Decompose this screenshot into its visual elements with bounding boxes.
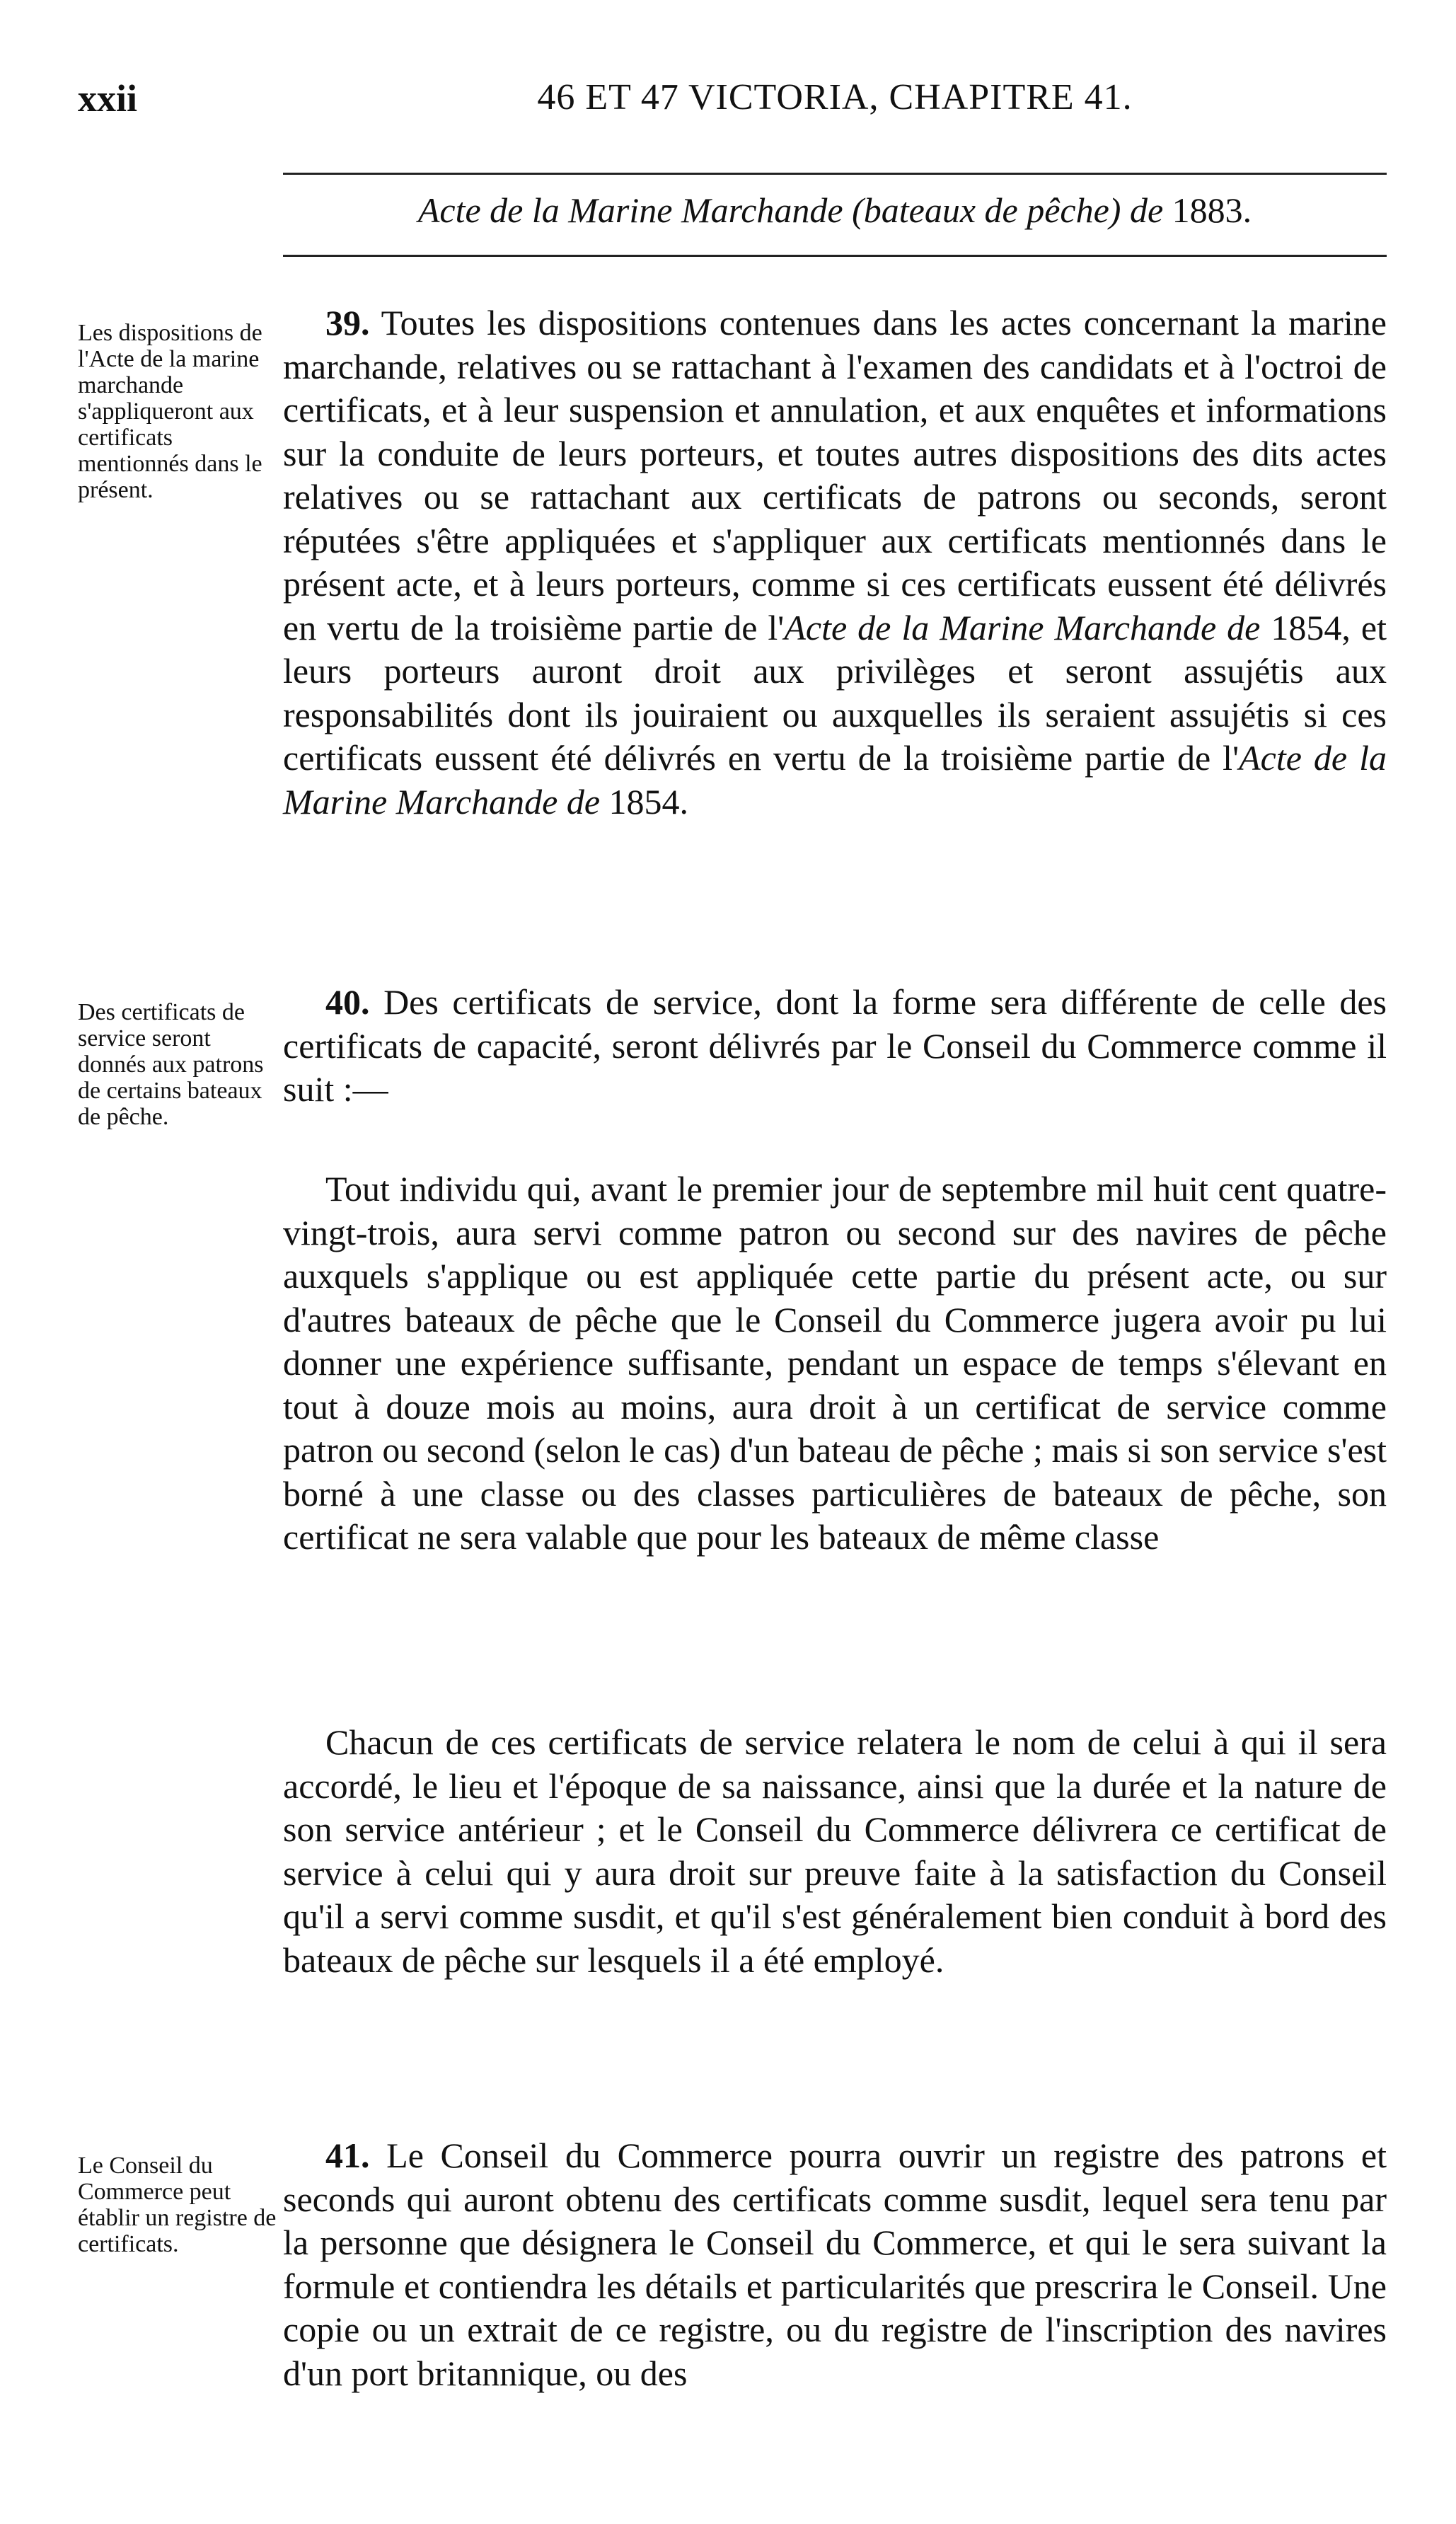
section-40-paragraph-2: Tout individu qui, avant le premier jour de septembre mil huit cent quatre-vingt-trois, aura servi comme patron ou second sur des navires de pêche auxquels s'applique ou est appliquée cette partie du présent acte, ou sur d'autres bateaux de pêche que le Conseil du Commerce jugera avoir pu lui donner une expérience suffisante, pendant un espace de temps s'élevant en tout à douze mois au moins, aura droit à un certificat de service comme patron ou second (selon le cas) d'un bateau de pêche ; mais si son service s'est borné à une classe ou des classes particulières de bateaux de pêche, son certificat ne sera valable que pour les bateaux de même classe [283, 1169, 1387, 1557]
section-39-text-b: 1854, et leurs porteurs auront droit aux privilèges et seront assujétis aux responsabilités dont ils jouiraient ou auxquelles ils seraient assujétis si ces certificats eussent été délivrés en vertu de la troisième partie de l' [283, 607, 1387, 778]
margin-note-39: Les dispositions de l'Acte de la marine marchande s'appliqueront aux certificats mentionnés dans le présent. [78, 320, 262, 503]
section-40-paragraph-3: Chacun de ces certificats de service relatera le nom de celui à qui il sera accordé, le lieu et l'époque de sa naissance, ainsi que la durée et la nature de son service antérieur ; et le Conseil du Commerce délivrera ce certificat de service à celui qui y aura droit sur preuve faite à la satisfaction du Conseil qu'il a servi comme susdit, et qu'il s'est généralement bien conduit à bord des bateaux de pêche sur lesquels il a été employé. [283, 1722, 1387, 1980]
margin-note-41: Le Conseil du Commerce peut établir un registre de certificats. [78, 2153, 277, 2257]
section-41-number: 41. [325, 2136, 370, 2175]
page-header [0, 76, 1456, 140]
running-title: 46 ET 47 VICTORIA, CHAPITRE 41. [537, 77, 1133, 117]
header-rule-bottom [283, 255, 1387, 257]
section-40-text: Des certificats de service, dont la forme sera différente de celle des certificats de capacité, seront délivrés par le Conseil du Commerce comme il suit :— [283, 982, 1387, 1109]
page-number: xxii [78, 77, 138, 120]
section-40 [283, 981, 1387, 1112]
header-rule-top [283, 173, 1387, 175]
section-41 [283, 2134, 1387, 2395]
section-39-number: 39. [325, 303, 370, 342]
act-title-year: 1883. [1172, 190, 1252, 230]
margin-note-40: Des certificats de service seront donnés aux patrons de certains bateaux de pêche. [78, 999, 264, 1130]
section-41-text: Le Conseil du Commerce pourra ouvrir un registre des patrons et seconds qui auront obtenu des certificats comme susdit, lequel sera tenu par la personne que désignera le Conseil du Commerce, et qui le sera suivant la formule et contiendra les détails et particularités que prescrira le Conseil. Une copie ou un extrait de ce registre, ou du registre de l'inscription des navires d'un port britannique, ou des [283, 2136, 1387, 2393]
section-39-text-a: Toutes les dispositions contenues dans les actes concernant la marine marchande, relatives ou se rattachant à l'examen des candidats et à l'octroi de certificats, et à leur suspension et annulation, et aux enquêtes et informations sur la conduite de leurs porteurs, et toutes autres dispositions des dits actes relatives ou se rattachant aux certificats de patrons ou seconds, seront réputées s'être appliquées et s'appliquer aux certificats mentionnés dans le présent acte, et à leurs porteurs, comme si ces certificats eussent été délivrés en vertu de la troisième partie de l' [283, 303, 1387, 647]
section-39-text-c: 1854. [600, 781, 689, 822]
section-39-act-ref-2: Acte de la Marine Marchande de [283, 738, 1387, 822]
act-title [283, 190, 1387, 231]
act-title-name: Acte de la Marine Marchande (bateaux de pêche) de [417, 190, 1164, 230]
section-39 [283, 301, 1387, 824]
section-40-number: 40. [325, 982, 370, 1022]
section-39-act-ref-1: Acte de la Marine Marchande de [784, 607, 1261, 647]
